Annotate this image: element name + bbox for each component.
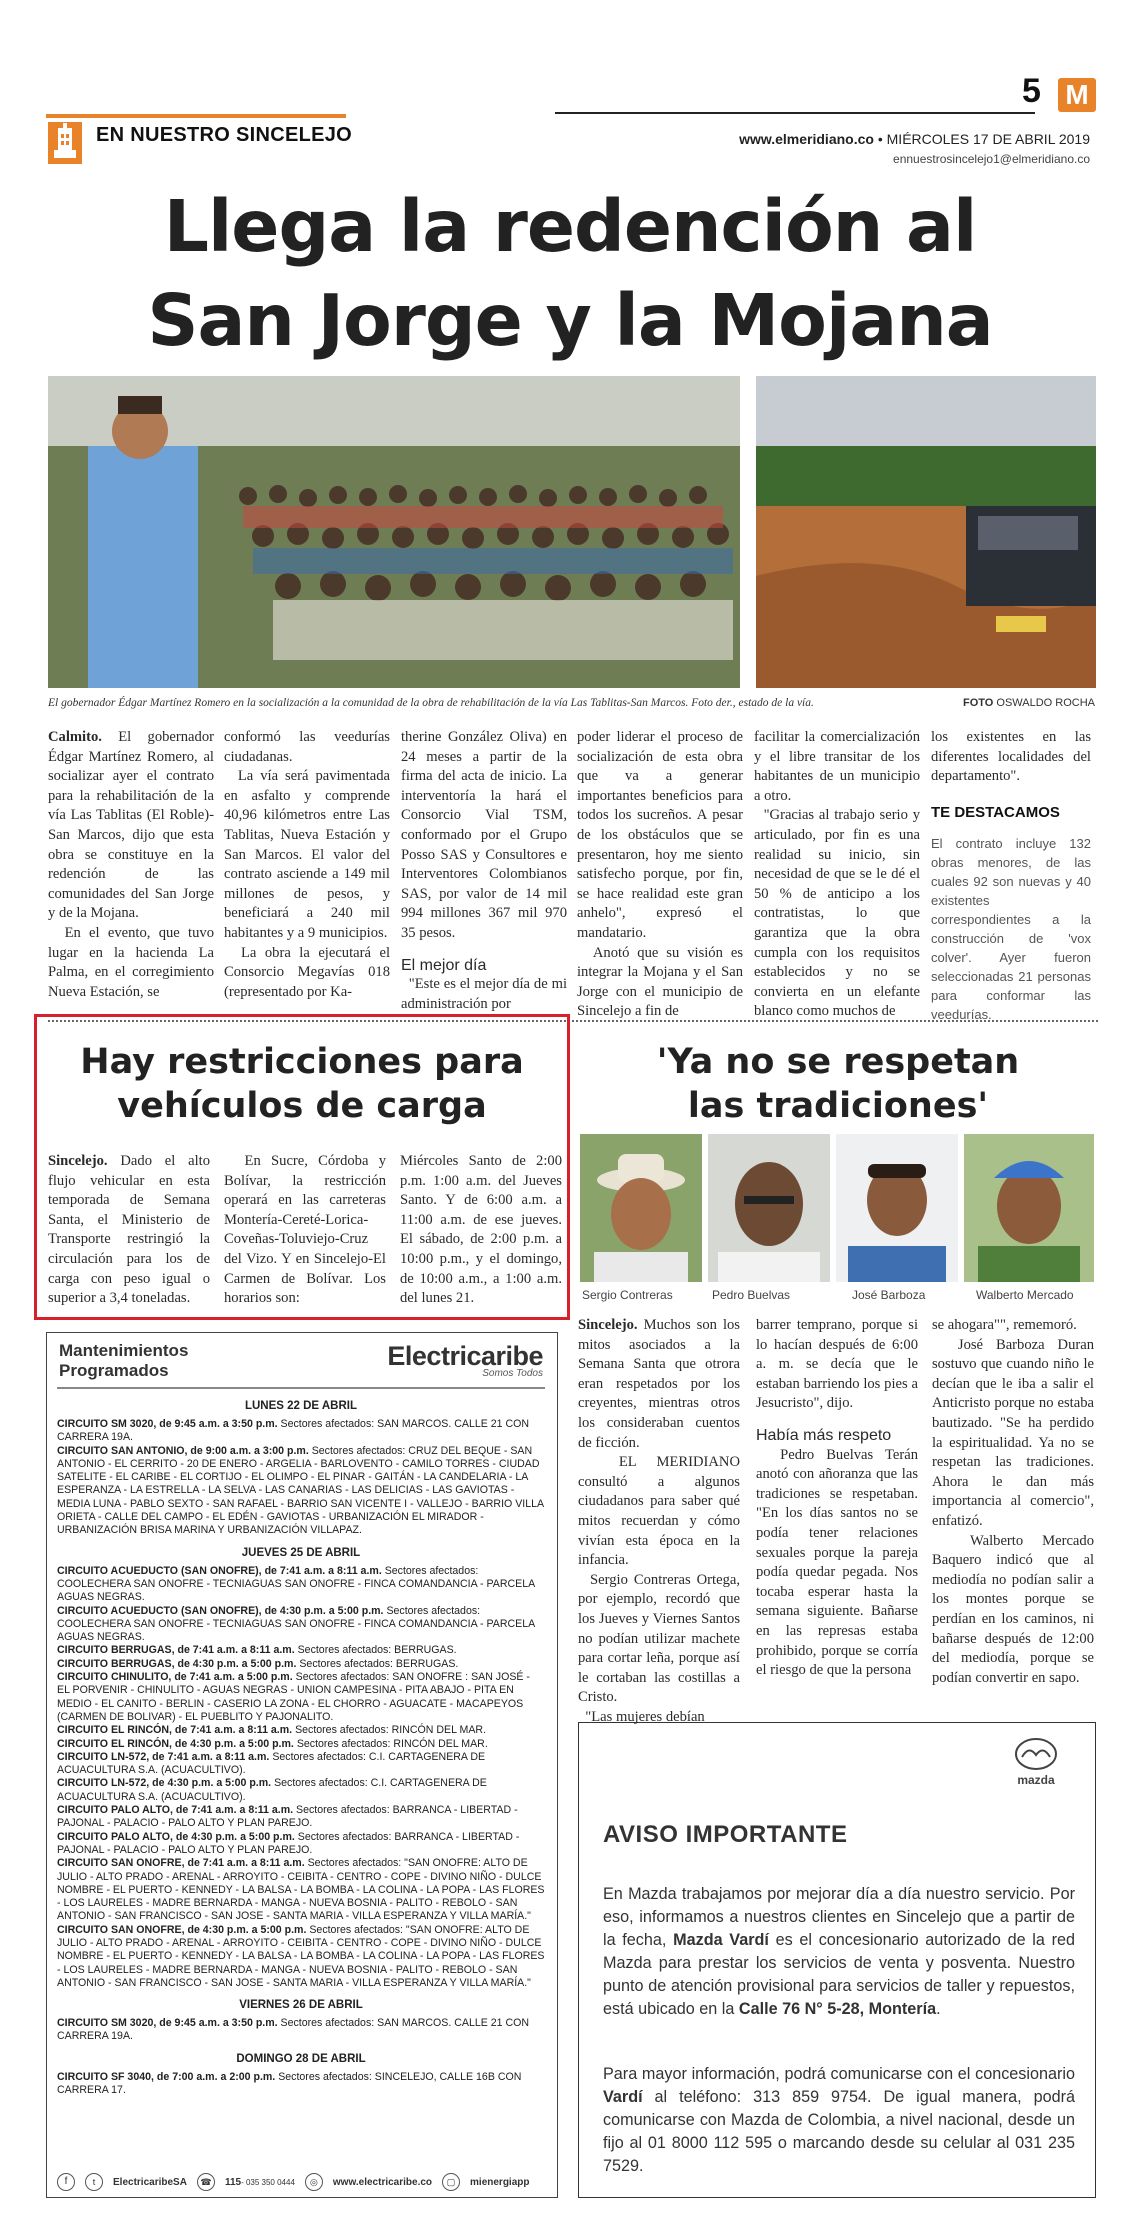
maintenance-item: CIRCUITO SM 3020, de 9:45 a.m. a 3:50 p.m. Sectores afectados: SAN MARCOS. CALLE 21 CON CARRERA 19A. — [57, 1418, 532, 1444]
traditions-col-1-lead: Sincelejo. — [578, 1317, 638, 1333]
maintenance-title-line1: Mantenimientos — [59, 1341, 189, 1360]
crowd-photo-image — [48, 376, 740, 688]
maintenance-item: CIRCUITO LN-572, de 7:41 a.m. a 8:11 a.m. Sectores afectados: C.I. CARTAGENERA DE ACUACULTURA S.A. (ACUACULTIVO). — [57, 1750, 488, 1777]
globe-icon: ◎ — [305, 2173, 323, 2191]
main-col-1-lead: Calmito. — [48, 729, 102, 745]
maintenance-item: CIRCUITO BERRUGAS, de 7:41 a.m. a 8:11 a.m. Sectores afectados: BERRUGAS. — [57, 1644, 457, 1657]
main-col-3 — [401, 728, 571, 1012]
cargo-headline — [40, 1040, 564, 1128]
portrait-image — [836, 1134, 958, 1282]
traditions-headline-line1: 'Ya no se respetan — [656, 1042, 1020, 1082]
mazda-p1-c: es el concesionario autorizado de la red Mazda para prestar los servicios de venta y posventa. Nuestro punto de atención provisional para servicios de taller y repuestos, está ubicado en la — [603, 1931, 1076, 2018]
date-separator: • — [873, 131, 887, 147]
mazda-p1-d: Calle 76 N° 5-28, Montería — [738, 2000, 937, 2018]
maintenance-day-label: VIERNES 26 DE ABRIL — [239, 1999, 363, 2012]
maintenance-item: CIRCUITO PALO ALTO, de 4:30 p.m. a 5:00 p.m. Sectores afectados: BARRANCA - LIBERTAD - PAJONAL - PALACIO - PALO ALTO Y PLAN PAREJO. — [57, 1830, 523, 1856]
main-col-5-text: facilitar la comercialización y el libre transitar de los habitantes de un municipio a otro. "Gracias al trabajo serio y articulado, por fin es una realidad su inicio, sin necesidad de que se le dé el 50 % de anticipo a los contratistas, lo que garantiza que la obra cumpla con los requisitos establecidos y no se convierta en un elefante blanco como muchos de — [754, 729, 920, 1020]
portrait-walberto-mercado — [964, 1134, 1094, 1282]
cargo-col-3 — [400, 1152, 566, 1312]
footer-app[interactable]: mienergiapp — [470, 2176, 530, 2188]
main-col-1-text: El gobernador Édgar Martínez Romero, al socializar ayer el contrato para la rehabilitación de la vía Las Tablitas (El Roble)-San Marcos, dijo que esta obra se constituye en la redención de las comunidades del San Jorge y de la Mojana. En el evento, que tuvo lugar en la hacienda La Palma, en el corregimiento Nueva Estación, se — [48, 729, 214, 1000]
maintenance-day-label: JUEVES 25 DE ABRIL — [241, 1546, 361, 1559]
maintenance-item: CIRCUITO CHINULITO, de 7:41 a.m. a 5:00 p.m. Sectores afectados: SAN ONOFRE : SAN JOSÉ - EL PORVENIR - CHINULITO - AGUAS NEGRAS - UNION CAMPESINA - PITA ABAJO - PITA EN MEDIO - EL CANITO - BERLIN - CASERIO LA ZONA - EL CHORRO - AGUACATE - MACAPEYOS (CARMEN DE BOLIVAR) - EL PUEBLITO Y PAJONALITO. — [57, 1671, 533, 1723]
photo-credit — [963, 697, 1095, 709]
mazda-logo-icon — [1014, 1737, 1058, 1771]
highlight-text: El contrato incluye 132 obras menores, de las cuales 92 son nuevas y 40 existentes correspondientes a la construcción de 'vox colver'. Ayer fueron seleccionadas 21 personas para conformar las veedurías. — [931, 836, 1091, 1022]
portrait-caption-4: Walberto Mercado — [976, 1288, 1074, 1302]
mazda-logo — [1005, 1737, 1067, 1787]
portrait-jose-barboza — [836, 1134, 958, 1282]
photo-governor-crowd — [48, 376, 740, 688]
main-headline — [0, 180, 1140, 368]
cargo-col-1-text: Dado el alto flujo vehicular en esta temporada de Semana Santa, el Ministerio de Transporte restringió la circulación para los de carga con peso igual o superior a 3,4 toneladas. — [48, 1153, 214, 1307]
photo-credit-name: OSWALDO ROCHA — [996, 697, 1095, 709]
traditions-col-2 — [756, 1316, 922, 1716]
portrait-caption-2: Pedro Buelvas — [712, 1288, 791, 1302]
issue-date: MIÉRCOLES 17 DE ABRIL 2019 — [886, 131, 1090, 147]
main-col-6-text: los existentes en las diferentes localidades del departamento". — [931, 729, 1095, 785]
electricaribe-slogan: Somos Todos — [482, 1368, 543, 1379]
traditions-col-1-text: Muchos son los mitos asociados a la Semana Santa que otrora eran respetados por los creyentes, mientras otros los consideraban cuentos de ficción. EL MERIDIANO consultó a algunos ciudadanos para saber qué mitos recuerdan y cómo vivían esta época en la infancia. Sergio Contreras Ortega, por ejemplo, recordó que los Jueves y Viernes Santos no podían utilizar machete para cortar leña, porque así le cortaban las costillas a Cristo. "Las mujeres debían — [578, 1317, 741, 1725]
main-headline-line2: San Jorge y la Mojana — [147, 279, 993, 362]
section-icon — [48, 122, 82, 164]
traditions-col-2-text: Pedro Buelvas Terán anotó con añoranza que las tradiciones se respetaban. "En los días santos no se podía tener relaciones sexuales porque la pareja podía quedar pegada. Nos tocaba esperar hasta la semana siguiente. Bañarse en las represas estaba prohibido, porque se corría el riesgo de que la persona — [756, 1446, 922, 1679]
maintenance-item: CIRCUITO SF 3040, de 7:00 a.m. a 2:00 p.m. Sectores afectados: SINCELEJO, CALLE 16B CON CARRERA 17. — [57, 2070, 525, 2097]
maintenance-title-line2: Programados — [59, 1361, 169, 1380]
maintenance-item: CIRCUITO SAN ONOFRE, de 4:30 p.m. a 5:00 p.m. Sectores afectados: "SAN ONOFRE: ALTO DE JULIO - ALTO PRADO - ARENAL - ARROYITO - CEIBITA - CENTRO - COPE - DIVINO NIÑO - DULCE NOMBRE - EL PUERTO - KENNEDY - LA BALSA - LA BOMBA - LA COLINA - LA POPA - LAS FLORES - LOS LAURELES - MADRE BERNARDA - MANGA - NUEVA BOSNIA - PALITO - REBOLO - SAN ANTONIO - SAN FRANCISCO - SAN JOSE - SANTA MARIA - VILLA ESPERANZA Y VILLA MARÍA." — [57, 1923, 548, 1989]
electricaribe-ad — [46, 1332, 558, 2198]
footer-website[interactable]: www.electricaribe.co — [332, 2176, 433, 2188]
maintenance-item: CIRCUITO SAN ANTONIO, de 9:00 a.m. a 3:00 p.m. Sectores afectados: CRUZ DEL BEQUE - SAN ANTONIO - EL CERRITO - 20 DE ENERO - ARGELIA - BARLOVENTO - CAMILO TORRES - CIUDAD SATELITE - EL CARIBE - EL CORTIJO - EL OLIMPO - EL PINAR - GAITÁN - LA CANDELARIA - LA ESPERANZA - LA ESTRELLA - LA SELVA - LAS CANARIAS - LAS DELICIAS - LAS GAVIOTAS - MEDIA LUNA - PABLO SEXTO - SAN RAFAEL - BARRIO SAN VICENTE I - VALLEJO - BARRIO VILLA ORIETA - CALLE DEL CAMPO - EL EDÉN - GAVIOTAS - URBANIZACIÓN EL MIRADOR - URBANIZACIÓN BRISA MARINA Y URBANIZACIÓN VILLAPAZ. — [57, 1444, 547, 1537]
traditions-headline — [578, 1040, 1098, 1128]
maintenance-item: CIRCUITO EL RINCÓN, de 4:30 p.m. a 5:00 p.m. Sectores afectados: RINCÓN DEL MAR. — [57, 1737, 488, 1750]
masthead-rule — [555, 112, 1035, 114]
maintenance-day-label: DOMINGO 28 DE ABRIL — [236, 2052, 366, 2065]
mazda-p1-e: . — [936, 2000, 941, 2018]
cargo-headline-line1: Hay restricciones para — [80, 1042, 524, 1082]
app-icon: ▢ — [442, 2173, 460, 2191]
mazda-p2-a: Para mayor información, podrá comunicarse con el concesionario — [603, 2065, 1075, 2083]
maintenance-days — [57, 1400, 548, 2097]
building-icon — [48, 122, 82, 164]
traditions-headline-line2: las tradiciones' — [687, 1086, 989, 1126]
portrait-image — [964, 1134, 1094, 1282]
phone-icon: ☎ — [197, 2173, 215, 2191]
photo-road-condition — [756, 376, 1096, 688]
footer-social-handle[interactable]: ElectricaribeSA — [113, 2176, 187, 2188]
main-col-3-tail: "Este es el mejor día de mi administración por — [401, 976, 571, 1012]
road-photo-image — [756, 376, 1096, 688]
maintenance-item: CIRCUITO SAN ONOFRE, de 7:41 a.m. a 8:11 a.m. Sectores afectados: "SAN ONOFRE: ALTO DE JULIO - ALTO PRADO - ARENAL - ARROYITO - CEIBITA - CENTRO - COPE - DIVINO NIÑO - DULCE NOMBRE - EL PUERTO - KENNEDY - LA BALSA - LA BOMBA - LA COLINA - LA POPA - LAS FLORES - LOS LAURELES - MADRE BERNARDA - MANGA - NUEVA BOSNIA - PALITO - REBOLO - SAN ANTONIO - SAN FRANCISCO - SAN JOSE - SANTA MARIA - VILLA ESPERANZA Y VILLA MARÍA." — [57, 1857, 548, 1923]
electricaribe-logo — [387, 1341, 543, 1379]
main-col-4 — [577, 728, 743, 1020]
page-number: 5 — [1022, 72, 1041, 110]
cargo-col-2-text: En Sucre, Córdoba y Bolívar, la restricción operará en las carreteras Montería-Cereté-Lorica-Coveñas-Toluviejo-Cruz del Vizo. Y en Sincelejo-El Carmen de Bolívar. Los horarios son: — [224, 1153, 390, 1307]
maintenance-list — [57, 1391, 548, 2097]
traditions-subhead: Había más respeto — [756, 1426, 892, 1444]
maintenance-item: CIRCUITO EL RINCÓN, de 7:41 a.m. a 8:11 a.m. Sectores afectados: RINCÓN DEL MAR. — [57, 1724, 487, 1737]
section-bar — [46, 114, 346, 118]
cargo-col-2 — [224, 1152, 390, 1312]
maintenance-title — [59, 1341, 188, 1381]
traditions-col-3 — [932, 1316, 1094, 1716]
photo-caption: El gobernador Édgar Martínez Romero en la socialización a la comunidad de la obra de rehabilitación de la vía Las Tablitas-San Marcos. Foto der., estado de la vía. — [48, 697, 814, 709]
maintenance-item: CIRCUITO BERRUGAS, de 4:30 p.m. a 5:00 p.m. Sectores afectados: BERRUGAS. — [57, 1657, 459, 1670]
maintenance-day-label: LUNES 22 DE ABRIL — [244, 1400, 358, 1412]
main-col-3-text: therine González Oliva) en 24 meses a partir de la firma del acta de inicio. La interventoría la hará el Consorcio Vial TSM, conformado por el Grupo Posso SAS y Consultores e Interventores Colombianos SAS, por valor de 14 mil 994 millones 367 mil 970 35 pesos. — [401, 729, 571, 941]
footer-phone-number: - 035 350 0444 — [241, 2177, 295, 2187]
cargo-headline-line2: vehículos de carga — [117, 1086, 487, 1126]
electricaribe-brand: Electricaribe — [387, 1341, 543, 1371]
meridiano-logo — [1058, 78, 1096, 112]
mazda-p2-c: al teléfono: 313 859 9754. De igual manera, podrá comunicarse con Mazda de Colombia, a nivel nacional, desde un fijo al 01 8000 112 595 o marcando desde su celular al 031 235 7529. — [603, 2088, 1075, 2175]
main-col-4-text: poder liderar el proceso de socialización de esta obra que va a generar importantes beneficios para todos los sucreños. A pesar de los obstáculos que se presentaron, hoy me siento satisfecho porque, por fin, se hace realidad este gran anhelo", expresó el mandatario. Anotó que su visión es integrar la Mojana y el San Jorge con el municipio de Sincelejo a fin de — [577, 729, 743, 1020]
cargo-col-1-lead: Sincelejo. — [48, 1153, 108, 1169]
mazda-p1-a: En Mazda trabajamos por mejorar día a día nuestro servicio. Por eso, informamos a nuestros clientes en Sincelejo que a partir de la fecha, — [603, 1885, 1075, 1949]
maintenance-item: CIRCUITO ACUEDUCTO (SAN ONOFRE), de 4:30 p.m. a 5:00 p.m. Sectores afectados: COOLECHERA SAN ONOFRE - TECNIAGUAS SAN ONOFRE - FINCA COMANDANCIA - PARCELA AGUAS NEGRAS. — [57, 1604, 537, 1644]
footer-phone — [225, 2177, 295, 2188]
traditions-col-3-text: se ahogara"", rememoró. José Barboza Duran sostuvo que cuando niño le decían que le iba a salir el Anticristo porque no estaba bautizado. "Se ha perdido la espiritualidad. Ya no se respetan las tradiciones. Ahora le dan más importancia al comercio", enfatizó. Walberto Mercado Baquero indicó que al mediodía no podían salir a los montes porque se perdían en los caminos, ni bañarse después de 12:00 del mediodía, porque se podían convertir en sapo. — [932, 1317, 1095, 1686]
main-col-2 — [224, 728, 390, 1008]
section-title: EN NUESTRO SINCELEJO — [96, 124, 353, 146]
mazda-p1-b: Mazda Vardí — [673, 1931, 769, 1949]
maintenance-header-rule — [57, 1387, 545, 1389]
main-subhead: El mejor día — [401, 956, 487, 974]
mazda-brand: mazda — [1017, 1773, 1055, 1787]
section-email[interactable]: ennuestrosincelejo1@elmeridiano.co — [893, 152, 1090, 166]
website-link[interactable]: www.elmeridiano.co — [739, 131, 874, 147]
main-col-1 — [48, 728, 214, 1008]
traditions-col-1 — [578, 1316, 741, 1725]
maintenance-item: CIRCUITO ACUEDUCTO (SAN ONOFRE), de 7:41 a.m. a 8:11 a.m. Sectores afectados: COOLECHERA SAN ONOFRE - TECNIAGUAS SAN ONOFRE - FINCA COMANDANCIA - PARCELA AGUAS NEGRAS. — [57, 1564, 537, 1604]
main-col-6 — [931, 728, 1095, 798]
photo-credit-label: FOTO — [962, 697, 994, 709]
portrait-caption-1: Sergio Contreras — [582, 1288, 673, 1302]
twitter-icon[interactable]: t — [85, 2173, 103, 2191]
maintenance-item: CIRCUITO PALO ALTO, de 7:41 a.m. a 8:11 a.m. Sectores afectados: BARRANCA - LIBERTAD - PAJONAL - PALACIO - PALO ALTO Y PLAN PAREJO. — [57, 1804, 521, 1830]
highlight-title: TE DESTACAMOS — [931, 804, 1060, 821]
footer-phone-label: 115 — [224, 2176, 242, 2188]
main-col-5 — [754, 728, 920, 1020]
portrait-image — [708, 1134, 830, 1282]
mazda-title: AVISO IMPORTANTE — [603, 1821, 848, 1848]
portrait-pedro-buelvas — [708, 1134, 830, 1282]
cargo-col-1 — [48, 1152, 214, 1312]
mazda-p2-b: Vardí — [603, 2088, 643, 2106]
main-headline-line1: Llega la redención al — [163, 185, 977, 268]
cargo-col-3-text: Miércoles Santo de 2:00 p.m. 1:00 a.m. del Jueves Santo. Y de 6:00 a.m. a 11:00 a.m. de ese jueves. El sábado, de 2:00 p.m. a 10:00 p.m., y el domingo, de 10:00 a.m., a 1:00 a.m. del lunes 21. — [400, 1153, 566, 1307]
logo-letter: M — [1065, 79, 1089, 110]
mazda-paragraph-1 — [603, 1883, 1075, 2021]
portrait-sergio-contreras — [580, 1134, 702, 1282]
date-line — [739, 131, 1090, 147]
mazda-ad — [578, 1722, 1096, 2198]
maintenance-item: CIRCUITO SM 3020, de 9:45 a.m. a 3:50 p.m. Sectores afectados: SAN MARCOS. CALLE 21 CON CARRERA 19A. — [57, 2017, 532, 2043]
mazda-paragraph-2 — [603, 2063, 1075, 2178]
main-col-2-text: conformó las veedurías ciudadanas. La vía será pavimentada en asfalto y comprende 40,96 kilómetros entre Las Tablitas, Nueva Estación y San Marcos. El valor del contrato asciende a 149 mil millones de pesos, y beneficiará a 240 mil habitantes y a 9 municipios. La obra la ejecutará el Consorcio Megavías 018 (representado por Ka- — [224, 729, 390, 1000]
portrait-image — [580, 1134, 702, 1282]
maintenance-item: CIRCUITO LN-572, de 4:30 p.m. a 5:00 p.m. Sectores afectados: C.I. CARTAGENERA DE ACUACULTURA S.A. (ACUACULTIVO). — [57, 1777, 490, 1803]
portrait-caption-3: José Barboza — [852, 1288, 926, 1302]
electricaribe-footer — [57, 2173, 547, 2191]
facebook-icon[interactable]: f — [57, 2173, 75, 2191]
traditions-col-2-top: barrer temprano, porque si lo hacían después de 6:00 a. m. se decía que le estaban barriendo los pies a Jesucristo", dijo. — [756, 1317, 922, 1412]
